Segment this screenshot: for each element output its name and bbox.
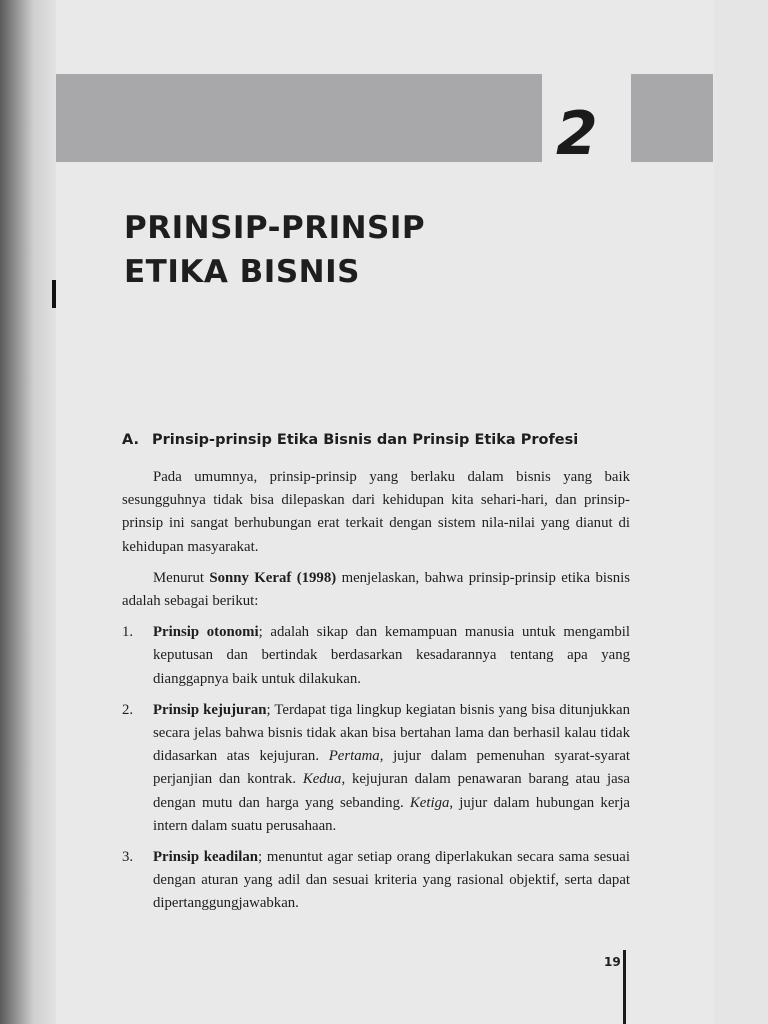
keraf-paragraph: Menurut Sonny Keraf (1998) menjelaskan, bahwa prinsip-prinsip etika bisnis adalah sebagai berikut:	[122, 569, 630, 610]
page-number-rule	[623, 950, 626, 1024]
chapter-title-line-2: ETIKA BISNIS	[124, 254, 360, 290]
list-item: 2. Prinsip kejujuran; Terdapat tiga lingkup kegiatan bisnis yang bisa ditunjukkan secara jelas bahwa bisnis tidak akan bisa bertahan lama dan berhasil kalau tidak didasarkan atas kejujuran. Pertama, jujur dalam pemenuhan syarat-syarat perjanjian dan kontrak. Kedua, kejujuran dalam penawaran barang atau jasa dengan mutu dan harga yang sebanding. Ketiga, jujur dalam hubungan kerja intern dalam suatu perusahaan.	[122, 699, 630, 838]
list-item: 3. Prinsip keadilan; menuntut agar setiap orang diperlakukan secara sama sesuai dengan aturan yang adil dan sesuai kriteria yang rasional objektif, serta dapat dipertanggungjawabkan.	[122, 846, 630, 916]
list-number: 2.	[122, 701, 134, 718]
list-number: 1.	[122, 624, 134, 641]
body-text	[122, 466, 630, 924]
scan-left-edge	[0, 0, 56, 1024]
section-title: Prinsip-prinsip Etika Bisnis dan Prinsip Etika Profesi	[152, 432, 579, 448]
chapter-band-left	[56, 74, 542, 162]
scan-right-edge	[714, 0, 768, 1024]
chapter-band-right	[631, 74, 713, 162]
principle-term: Prinsip otonomi	[153, 624, 259, 641]
principle-term: Prinsip keadilan	[153, 849, 259, 866]
intro-paragraph: Pada umumnya, prinsip-prinsip yang berlaku dalam bisnis yang baik sesungguhnya tidak bisa dilepaskan dari kehidupan kita sehari-hari, dan prinsip-prinsip ini sangat berhubungan erat terkait dengan sistem nila-nilai yang dianut di kehidupan masyarakat.	[122, 469, 630, 555]
chapter-title-line-1: PRINSIP-PRINSIP	[124, 210, 426, 246]
section-heading	[122, 432, 578, 448]
author-citation: Sonny Keraf (1998)	[209, 569, 337, 586]
list-item: 1. Prinsip otonomi; adalah sikap dan kemampuan manusia untuk mengambil keputusan dan bertindak berdasarkan kesadarannya tentang apa yang dianggapnya baik untuk dilakukan.	[122, 621, 630, 691]
principle-term: Prinsip kejujuran	[153, 701, 267, 718]
page-number: 19	[604, 955, 621, 969]
book-page	[56, 0, 714, 1024]
list-number: 3.	[122, 849, 134, 866]
chapter-title	[124, 206, 425, 294]
section-label: A.	[122, 432, 139, 448]
chapter-number: 2	[556, 99, 598, 169]
principles-list	[122, 621, 630, 915]
